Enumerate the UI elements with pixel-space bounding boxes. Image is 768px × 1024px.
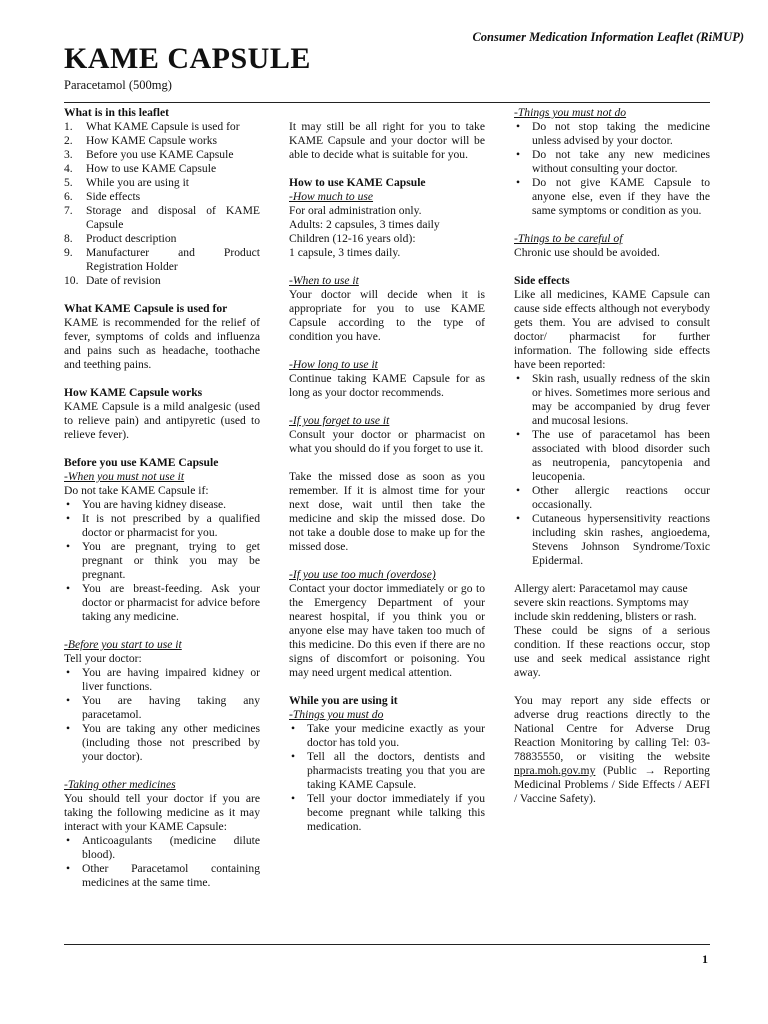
subheading-when-to-use: -When to use it [289,274,359,287]
dosage-line: For oral administration only. [289,204,422,217]
page-number: 1 [702,952,708,966]
leaflet-type: Consumer Medication Information Leaflet (RiMUP) [472,30,744,44]
toc-item: 2. How KAME Capsule works [64,134,218,147]
suitability-text: It may still be all right for you to take KAME Capsule and your doctor will be able to decide what is suitable for you. [289,120,485,161]
toc-item: 3. Before you use KAME Capsule [64,148,234,161]
toc-item: 4. How to use KAME Capsule [64,162,217,175]
list-item: • Tell your doctor immediately if you become pregnant while talking this medication. [289,792,485,834]
section-heading-used-for: What KAME Capsule is used for [64,302,228,315]
other-medicines-list [64,834,260,890]
how-long-text: Continue taking KAME Capsule for as long as your doctor recommends. [289,372,485,399]
must-do-list [289,722,485,834]
subheading-how-long: -How long to use it [289,358,378,371]
overdose-text: Contact your doctor immediately or go to the Emergency Department of your nearest hospital, if you think you or anyone else may have taken too much of this medicine. Do this even if there are no signs of discomfort or poisoning. You may need urgent medical attention. [289,582,485,679]
toc-item: 10. Date of revision [64,274,161,287]
section-heading-before: Before you use KAME Capsule [64,456,219,469]
toc-item: 1. What KAME Capsule is used for [64,120,240,133]
list-item: • You are taking any other medicines (including those not prescribed by your doctor). [64,722,260,764]
subheading-how-much: -How much to use [289,190,374,203]
subheading-before-start: -Before you start to use it [64,638,182,651]
list-item: • Anticoagulants (medicine dilute blood). [64,834,260,862]
toc-item: 8. Product description [64,232,177,245]
toc-heading: What is in this leaflet [64,106,169,119]
list-item: • Tell all the doctors, dentists and pharmacists treating you that you are taking KAME Capsule. [289,750,485,792]
subheading-other-medicines: -Taking other medicines [64,778,176,791]
npra-website-link[interactable]: npra.moh.gov.my [514,764,596,777]
forget-text: Consult your doctor or pharmacist on what you should do if you forget to use it. [289,428,485,455]
section-heading-side-effects: Side effects [514,274,570,287]
toc-item: 9. Manufacturer and Product Registration Holder [64,246,260,273]
list-item: • Take your medicine exactly as your doctor has told you. [289,722,485,750]
list-item: • Skin rash, usually redness of the skin or hives. Sometimes more serious and may be accompanied by drug fever and mucosal lesions. [514,372,710,428]
subheading-must-not-do: -Things you must not do [514,106,627,119]
toc-item: 7. Storage and disposal of KAME Capsule [64,204,260,231]
side-effects-intro: Like all medicines, KAME Capsule can cause side effects although not everybody gets them. You are advised to consult doctor/ pharmacist for further information. The following side effects have been reported: [514,288,710,371]
before-start-list [64,666,260,764]
list-item: • You are having impaired kidney or liver functions. [64,666,260,694]
list-item: • You are having kidney disease. [64,498,260,512]
column-1 [64,106,260,890]
page-title: KAME CAPSULE [64,42,311,75]
list-item: • Other allergic reactions occur occasionally. [514,484,710,512]
subheading-overdose: -If you use too much (overdose) [289,568,436,581]
missed-dose-text: Take the missed dose as soon as you remember. If it is almost time for your next dose, wait until then take the medicine and skip the missed dose. Do not take a double dose to make up for the missed dose. [289,470,485,553]
dosage-line: Adults: 2 capsules, 3 times daily [289,218,440,231]
subheading-must-do: -Things you must do [289,708,384,721]
subheading-must-not-use: -When you must not use it [64,470,185,483]
list-item: • Do not take any new medicines without consulting your doctor. [514,148,710,176]
must-not-list [64,498,260,624]
other-medicines-text: You should tell your doctor if you are taking the following medicine as it may interact with your KAME Capsule: [64,792,260,833]
works-text: KAME Capsule is a mild analgesic (used to relieve pain) and antipyretic (used to relieve fever). [64,400,260,441]
allergy-alert-text: Allergy alert: Paracetamol may cause severe skin reactions. Symptoms may include skin reddening, blisters or rash. [514,582,697,623]
column-2 [289,106,485,834]
side-effects-list [514,372,710,568]
dosage-line: Children (12-16 years old): [289,232,416,245]
used-for-text: KAME is recommended for the relief of fever, symptoms of colds and influenza and pains such as headache, toothache and teething pains. [64,316,260,371]
serious-signs-text: These could be signs of a serious condition. If these reactions occur, stop use and seek medical assistance right away. [514,624,710,679]
list-item: • Do not stop taking the medicine unless advised by your doctor. [514,120,710,148]
top-divider [64,102,710,103]
report-text: You may report any side effects or adverse drug reactions directly to the National Centre for Adverse Drug Reaction Monitoring by calling Tel: 03-78835550, or visiting the website npra.moh.gov.my (Public → Reporting Medicinal Problems / Side Effects / AEFI / Vaccine Safety). [514,694,710,805]
dosage-line: 1 capsule, 3 times daily. [289,246,401,259]
list-item: • You are breast-feeding. Ask your doctor or pharmacist for advice before taking any medicine. [64,582,260,624]
when-text: Your doctor will decide when it is appropriate for you to use KAME Capsule according to the type of condition you have. [289,288,485,343]
before-start-intro: Tell your doctor: [64,652,142,665]
column-3 [514,106,710,806]
list-item: • You are pregnant, trying to get pregnant or think you may be pregnant. [64,540,260,582]
list-item: • The use of paracetamol has been associated with blood disorder such as neutropenia, pancytopenia and leucopenia. [514,428,710,484]
section-heading-while-using: While you are using it [289,694,398,707]
subheading-careful: -Things to be careful of [514,232,623,245]
subheading-forget: -If you forget to use it [289,414,390,427]
toc-list [64,120,260,288]
must-not-do-list [514,120,710,218]
section-heading-works: How KAME Capsule works [64,386,203,399]
list-item: • It is not prescribed by a qualified doctor or pharmacist for you. [64,512,260,540]
list-item: • Other Paracetamol containing medicines at the same time. [64,862,260,890]
toc-item: 5. While you are using it [64,176,190,189]
must-not-intro: Do not take KAME Capsule if: [64,484,209,497]
list-item: • Cutaneous hypersensitivity reactions including skin rashes, angioedema, Stevens Johnson Syndrome/Toxic Epidermal. [514,512,710,568]
bottom-divider [64,944,710,945]
careful-text: Chronic use should be avoided. [514,246,660,259]
page-subtitle: Paracetamol (500mg) [64,78,172,92]
section-heading-how-to-use: How to use KAME Capsule [289,176,426,189]
list-item: • Do not give KAME Capsule to anyone else, even if they have the same symptoms or condition as you. [514,176,710,218]
list-item: • You are having taking any paracetamol. [64,694,260,722]
toc-item: 6. Side effects [64,190,141,203]
